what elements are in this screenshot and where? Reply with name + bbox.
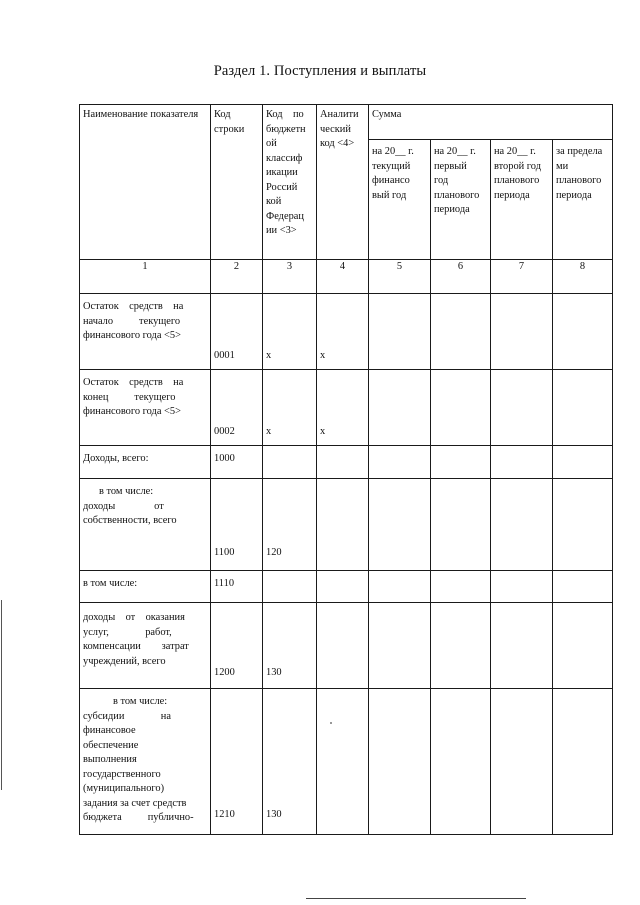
amount-cell [491, 446, 553, 479]
amount-cell [369, 294, 431, 370]
row-kbk [263, 294, 317, 370]
header-col8-line: ми [556, 160, 569, 172]
row-kbk-text: x [266, 425, 272, 437]
table-row [80, 294, 613, 370]
header-budget-code-line: бюджетн [266, 123, 306, 135]
header-budget-code-line: икации [266, 167, 298, 178]
row-kbk [263, 689, 317, 835]
row-name-line: услуг, работ, [83, 626, 172, 638]
amount-cell [553, 571, 613, 603]
row-code-text: 1000 [214, 453, 235, 464]
row-code [211, 370, 263, 446]
row-name-line: задания за счет средств [83, 797, 187, 809]
amount-cell [431, 571, 491, 603]
amount-cell [553, 689, 613, 835]
amount-cell [491, 603, 553, 689]
row-name-line: компенсации затрат [83, 641, 189, 652]
header-analytic-line: код <4> [320, 138, 355, 149]
section-title: Раздел 1. Поступления и выплаты [213, 63, 427, 79]
column-number-row [80, 260, 613, 294]
row-name-line: Доходы, всего: [83, 453, 149, 464]
table-row [80, 603, 613, 689]
header-budget-code-line: ой [266, 138, 277, 149]
row-kbk [263, 603, 317, 689]
header-budget-code [263, 105, 317, 260]
row-kbk-text: 130 [266, 666, 282, 678]
col-number: 3 [263, 260, 317, 294]
row-code-text: 1100 [214, 546, 235, 558]
header-col5-line: финансо [372, 175, 410, 186]
header-analytic-code [317, 105, 369, 260]
header-budget-code-line: Код по [266, 109, 304, 120]
row-analytic [317, 603, 369, 689]
header-budget-code-line: кой [266, 196, 282, 207]
amount-cell [553, 479, 613, 571]
table-row [80, 571, 613, 603]
row-name [80, 689, 211, 835]
header-analytic-line: Аналити [320, 109, 359, 120]
header-sum-text: Сумма [372, 109, 402, 120]
row-name-line: финансовое [83, 725, 136, 736]
row-name-line: (муниципального) [83, 783, 165, 794]
row-code-text: 0001 [214, 349, 235, 361]
header-col6-line: первый [434, 160, 467, 172]
table-row [80, 479, 613, 571]
row-name-line: в том числе: [83, 578, 138, 589]
amount-cell [369, 571, 431, 603]
col-number: 5 [369, 260, 431, 294]
header-col6-line: планового [434, 189, 480, 201]
header-col7 [491, 140, 553, 260]
amount-cell [431, 603, 491, 689]
row-code [211, 479, 263, 571]
amount-cell [491, 689, 553, 835]
table-row [80, 370, 613, 446]
scan-speck [330, 722, 332, 724]
header-col7-line: периода [494, 189, 530, 201]
amount-cell [369, 689, 431, 835]
row-name [80, 479, 211, 571]
row-analytic-text: x [320, 425, 326, 437]
row-name [80, 370, 211, 446]
col-number: 8 [553, 260, 613, 294]
row-code-text: 1200 [214, 666, 235, 678]
amount-cell [491, 294, 553, 370]
header-budget-code-line: ии <3> [266, 225, 297, 236]
header-budget-code-line: Россий [266, 181, 298, 193]
row-analytic [317, 571, 369, 603]
header-col7-line: второй год [494, 160, 541, 172]
row-name-line: собственности, всего [83, 515, 177, 526]
amount-cell [553, 603, 613, 689]
header-budget-code-line: классиф [266, 152, 303, 164]
header-col7-line: на 20__ г. [494, 146, 536, 157]
row-kbk [263, 370, 317, 446]
receipts-payments-table [79, 104, 613, 835]
row-name-line: доходы от [83, 500, 164, 512]
row-name-line: выполнения [83, 754, 137, 765]
header-sum [369, 105, 613, 140]
row-kbk [263, 571, 317, 603]
row-analytic [317, 446, 369, 479]
amount-cell [491, 479, 553, 571]
amount-cell [431, 479, 491, 571]
row-name-line: в том числе: [99, 486, 154, 497]
header-col6-line: год [434, 175, 449, 186]
row-code-text: 1110 [214, 578, 235, 589]
row-analytic [317, 689, 369, 835]
row-kbk-text: 130 [266, 808, 282, 820]
amount-cell [553, 446, 613, 479]
amount-cell [491, 571, 553, 603]
row-name [80, 446, 211, 479]
amount-cell [491, 370, 553, 446]
row-analytic-text: x [320, 349, 326, 361]
row-name-line: Остаток средств на [83, 301, 184, 312]
header-col5-line: текущий [372, 160, 411, 172]
row-name-line: начало текущего [83, 315, 181, 327]
row-code [211, 603, 263, 689]
row-code-text: 0002 [214, 425, 235, 437]
row-name-line: бюджета публично- [83, 812, 194, 823]
row-name-line: обеспечение [83, 739, 139, 751]
amount-cell [369, 446, 431, 479]
header-row-1 [80, 105, 613, 140]
header-name-text: Наименование показателя [83, 109, 199, 120]
row-analytic [317, 370, 369, 446]
row-name [80, 294, 211, 370]
header-col6 [431, 140, 491, 260]
amount-cell [369, 479, 431, 571]
row-name-line: финансового года <5> [83, 406, 181, 417]
header-budget-code-line: Федерац [266, 210, 304, 222]
col-number: 4 [317, 260, 369, 294]
header-col5 [369, 140, 431, 260]
col-number: 2 [211, 260, 263, 294]
amount-cell [431, 370, 491, 446]
amount-cell [553, 294, 613, 370]
amount-cell [431, 689, 491, 835]
row-name-line: субсидии на [83, 710, 171, 722]
amount-cell [431, 294, 491, 370]
row-name-line: государственного [83, 768, 161, 780]
table-row [80, 446, 613, 479]
amount-cell [369, 370, 431, 446]
row-code [211, 571, 263, 603]
row-code [211, 689, 263, 835]
col-number: 6 [431, 260, 491, 294]
header-col8-line: периода [556, 189, 592, 201]
row-code [211, 446, 263, 479]
header-col8 [553, 140, 613, 260]
footer-rule [306, 898, 526, 899]
amount-cell [431, 446, 491, 479]
header-name [80, 105, 211, 260]
header-col8-line: за предела [556, 146, 603, 157]
header-analytic-line: ческий [320, 123, 351, 135]
row-analytic [317, 294, 369, 370]
row-code-text: 1210 [214, 808, 235, 820]
row-kbk [263, 446, 317, 479]
row-analytic [317, 479, 369, 571]
row-kbk [263, 479, 317, 571]
row-name-line: конец текущего [83, 391, 176, 403]
row-kbk-text: 120 [266, 546, 282, 558]
row-code [211, 294, 263, 370]
row-name-line: в том числе: [113, 696, 168, 707]
row-name [80, 571, 211, 603]
row-kbk-text: x [266, 349, 272, 361]
row-name-line: финансового года <5> [83, 330, 181, 341]
scan-edge-line [1, 600, 2, 790]
row-name-line: доходы от оказания [83, 612, 185, 623]
header-col7-line: планового [494, 175, 540, 186]
row-name-line: учреждений, всего [83, 655, 166, 667]
header-col8-line: планового [556, 175, 602, 186]
row-name-line: Остаток средств на [83, 377, 184, 388]
col-number: 1 [80, 260, 211, 294]
amount-cell [369, 603, 431, 689]
row-name [80, 603, 211, 689]
table-row [80, 689, 613, 835]
header-row-code [211, 105, 263, 260]
col-number: 7 [491, 260, 553, 294]
header-col6-line: на 20__ г. [434, 146, 476, 157]
header-col6-line: периода [434, 204, 470, 215]
header-col5-line: на 20__ г. [372, 146, 414, 157]
header-col5-line: вый год [372, 189, 407, 201]
header-row-code-text: Код строки [214, 109, 245, 135]
amount-cell [553, 370, 613, 446]
